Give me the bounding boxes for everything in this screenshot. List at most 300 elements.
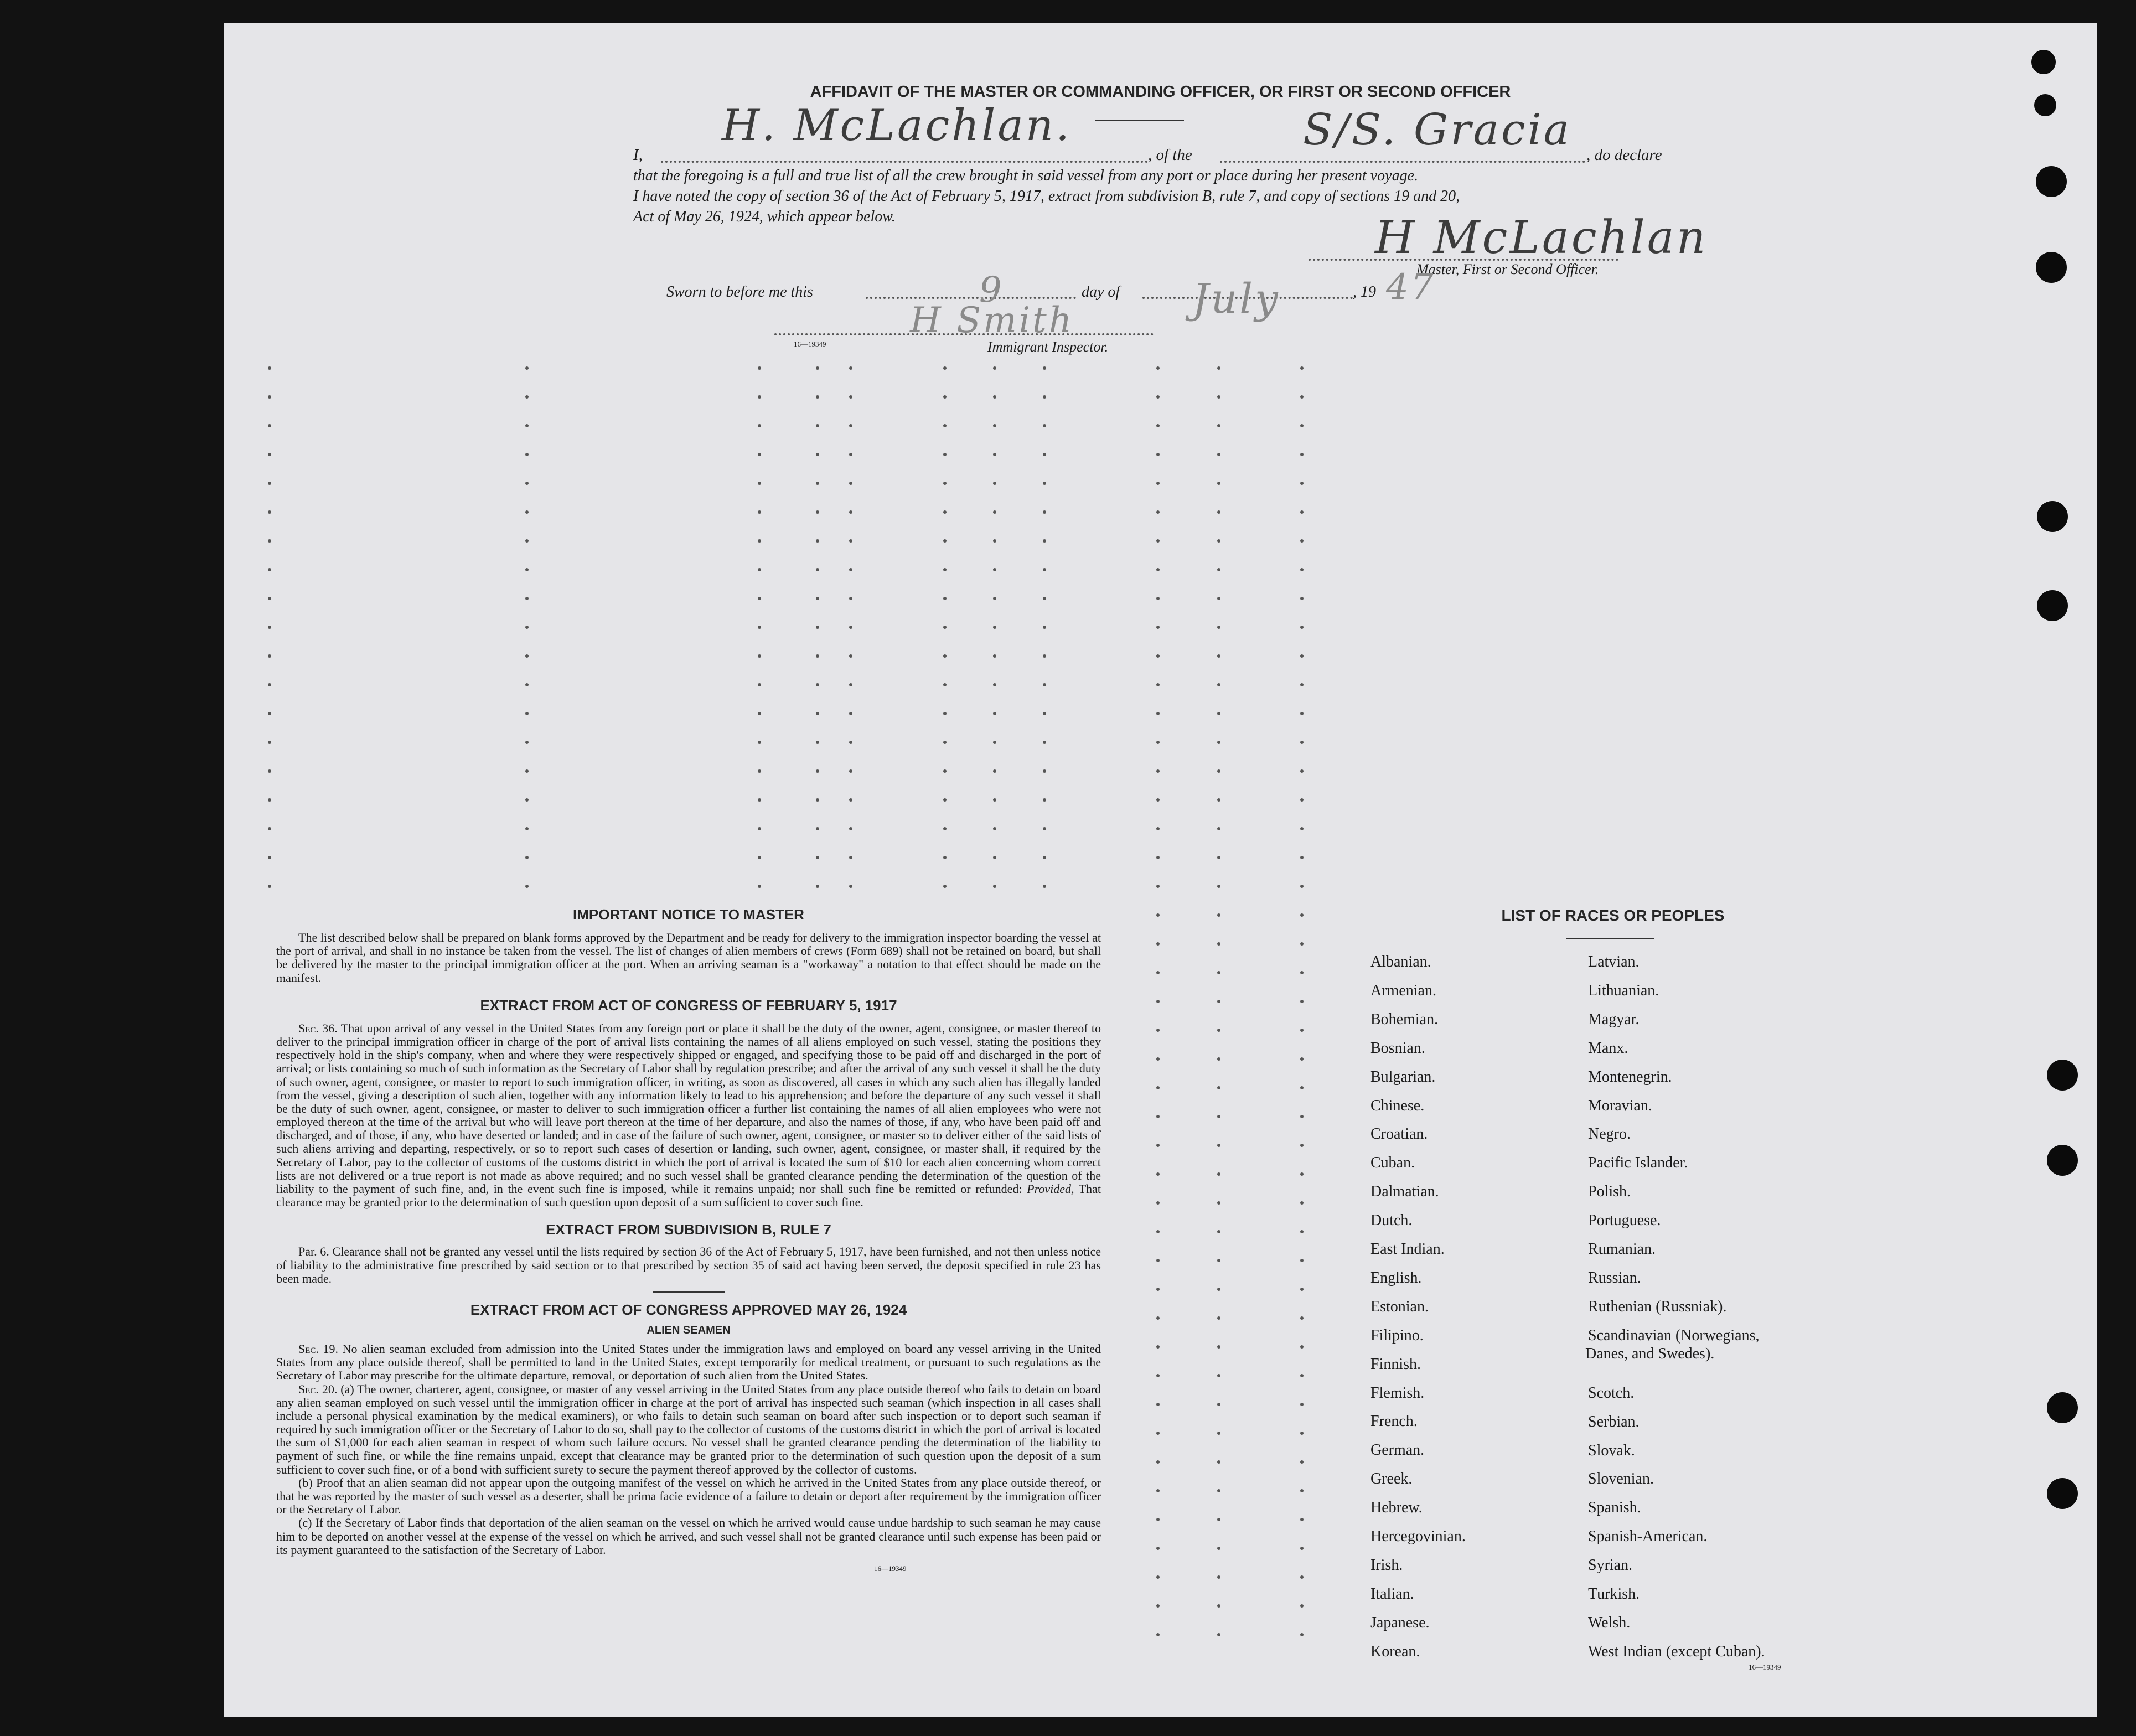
column-marker-dot [943, 626, 947, 629]
race-item: Welsh. [1588, 1614, 1631, 1631]
column-marker-dot [268, 366, 271, 370]
race-item: Cuban. [1370, 1154, 1415, 1172]
column-marker-dot [1217, 1604, 1220, 1608]
column-marker-dot [1300, 568, 1304, 571]
column-marker-dot [268, 798, 271, 802]
column-marker-dot [993, 366, 996, 370]
column-marker-dot [943, 510, 947, 514]
column-marker-dot [1217, 942, 1220, 946]
binder-hole [2037, 590, 2068, 621]
column-marker-dot [816, 827, 819, 830]
race-item: West Indian (except Cuban). [1588, 1642, 1765, 1660]
race-item: Flemish. [1370, 1384, 1425, 1402]
binder-hole [2034, 94, 2056, 116]
column-marker-dot [1300, 539, 1304, 542]
column-marker-dot [525, 482, 529, 485]
column-marker-dot [1217, 1086, 1220, 1089]
column-marker-dot [816, 453, 819, 456]
race-item: Irish. [1370, 1556, 1403, 1574]
column-marker-dot [1300, 1345, 1304, 1348]
race-item: Portuguese. [1588, 1212, 1661, 1229]
column-marker-dot [1156, 453, 1160, 456]
column-marker-dot [816, 885, 819, 888]
column-marker-dot [1156, 1604, 1160, 1608]
column-marker-dot [1300, 1432, 1304, 1435]
column-marker-dot [943, 395, 947, 399]
races-underline [1566, 938, 1654, 939]
year-label: , 19 [1353, 283, 1376, 301]
column-marker-dot [1300, 1633, 1304, 1636]
column-marker-dot [1043, 798, 1046, 802]
column-marker-dot [816, 510, 819, 514]
column-marker-dot [1217, 366, 1220, 370]
column-marker-dot [816, 683, 819, 686]
column-marker-dot [1300, 1144, 1304, 1147]
column-marker-dot [1156, 424, 1160, 427]
column-marker-dot [1300, 453, 1304, 456]
column-marker-dot [1156, 1575, 1160, 1579]
sec-19-text [276, 1342, 1101, 1383]
column-marker-dot [1217, 1000, 1220, 1003]
race-item: Armenian. [1370, 981, 1436, 999]
column-marker-dot [849, 510, 852, 514]
column-marker-dot [1156, 1460, 1160, 1464]
column-marker-dot [943, 798, 947, 802]
race-item: Croatian. [1370, 1125, 1428, 1143]
column-marker-dot [1217, 482, 1220, 485]
column-marker-dot [1300, 1029, 1304, 1032]
column-marker-dot [1156, 1633, 1160, 1636]
column-marker-dot [1300, 1489, 1304, 1492]
column-marker-dot [525, 395, 529, 399]
column-marker-dot [525, 539, 529, 542]
column-marker-dot [1300, 798, 1304, 802]
column-marker-dot [1217, 683, 1220, 686]
extract-1924-paragraphs [276, 1342, 1101, 1557]
column-marker-dot [1043, 424, 1046, 427]
sec-20c-text: (c) If the Secretary of Labor finds that deportation of the alien seaman on the vessel on which he arrived would cause undue hardship to such seaman he may cause him to be deported on another vessel at the expense of the vessel on which he arrived, and such vessel shall not be granted clearance until such expense has been paid or its payment guaranteed to the satisfaction of the Secretary of Labor. [276, 1516, 1101, 1557]
column-marker-dot [525, 827, 529, 830]
column-marker-dot [1156, 1029, 1160, 1032]
column-marker-dot [525, 856, 529, 859]
race-item: Hebrew. [1370, 1499, 1423, 1517]
section-divider [653, 1291, 725, 1293]
column-marker-dot [993, 395, 996, 399]
column-marker-dot [1156, 510, 1160, 514]
race-item: Italian. [1370, 1585, 1414, 1603]
column-marker-dot [1217, 971, 1220, 974]
column-marker-dot [993, 741, 996, 744]
binder-hole [2037, 501, 2068, 532]
column-marker-dot [1217, 510, 1220, 514]
column-marker-dot [758, 654, 761, 658]
column-marker-dot [816, 626, 819, 629]
column-marker-dot [1300, 424, 1304, 427]
inspector-caption: Immigrant Inspector. [987, 339, 1109, 355]
column-marker-dot [1156, 1000, 1160, 1003]
column-marker-dot [993, 885, 996, 888]
column-marker-dot [758, 856, 761, 859]
race-item: Bosnian. [1370, 1039, 1425, 1057]
column-marker-dot [1043, 683, 1046, 686]
binder-hole [2047, 1060, 2078, 1091]
column-marker-dot [1217, 1518, 1220, 1521]
declaration-line-2: that the foregoing is a full and true list of all the crew brought in said vessel from any port or place during her present voyage. [633, 167, 1419, 184]
column-marker-dot [1300, 741, 1304, 744]
column-marker-dot [1217, 626, 1220, 629]
subdivision-b-title: EXTRACT FROM SUBDIVISION B, RULE 7 [546, 1221, 831, 1238]
column-marker-dot [816, 741, 819, 744]
column-marker-dot [525, 798, 529, 802]
column-marker-dot [268, 482, 271, 485]
column-marker-dot [1217, 1489, 1220, 1492]
sec-36-body-end: That clearance may be granted prior to the determination of such question upon deposit of a sum sufficient to cover such fine. [276, 1182, 1101, 1210]
sec-36-label: Sec. 36. [298, 1021, 338, 1035]
race-item: Dalmatian. [1370, 1183, 1439, 1201]
column-marker-dot [849, 885, 852, 888]
column-marker-dot [1156, 395, 1160, 399]
column-marker-dot [993, 683, 996, 686]
column-marker-dot [1217, 568, 1220, 571]
column-marker-dot [816, 366, 819, 370]
column-marker-dot [1156, 1288, 1160, 1291]
column-marker-dot [849, 482, 852, 485]
column-marker-dot [268, 654, 271, 658]
column-marker-dot [1300, 942, 1304, 946]
column-marker-dot [943, 654, 947, 658]
column-marker-dot [268, 424, 271, 427]
manifest-page [224, 23, 2097, 1717]
race-item: Bulgarian. [1370, 1068, 1436, 1086]
binder-hole [2036, 252, 2067, 283]
column-marker-dot [993, 539, 996, 542]
column-marker-dot [1217, 1316, 1220, 1320]
column-marker-dot [943, 769, 947, 773]
column-marker-dot [1156, 1403, 1160, 1406]
column-marker-dot [993, 597, 996, 600]
column-marker-dot [1156, 1201, 1160, 1205]
column-marker-dot [268, 683, 271, 686]
column-marker-dot [816, 856, 819, 859]
races-title: LIST OF RACES OR PEOPLES [1501, 907, 1725, 924]
column-marker-dot [1300, 654, 1304, 658]
column-marker-dot [1156, 482, 1160, 485]
column-marker-dot [268, 827, 271, 830]
vessel-name: S/S. Gracia [1303, 105, 1572, 155]
column-marker-dot [1300, 712, 1304, 715]
column-marker-dot [993, 568, 996, 571]
sec-20a-body: (a) The owner, charterer, agent, consignee, or master of any vessel arriving in the United States from any place outside thereof who fails to detain on board any alien seaman employed on such vessel until the immigration officer in charge at the port of arrival has inspected such seaman (which inspection in all cases shall include a personal physical examination by the medical examiners), or who fails to detain such seaman on board after such inspection or to deport such seaman if required by such immigration officer or the Secretary of Labor to do so, shall pay to the collector of customs of the customs district in which the port of arrival is located the sum of $1,000 for each alien seaman in respect of whom such failure occurs. No vessel shall be granted clearance pending the determination of the liability to payment of such fine, or while the fine remains unpaid, except that clearance may be granted prior to the determination of such question upon the deposit of a sum sufficient to cover such fine, or of a bond with sufficient surety to secure the payment thereof approved by the collector of customs. [276, 1382, 1101, 1476]
column-marker-dot [268, 856, 271, 859]
column-marker-dot [849, 395, 852, 399]
column-marker-dot [1217, 1345, 1220, 1348]
race-item: Moravian. [1588, 1097, 1652, 1114]
column-marker-dot [1043, 453, 1046, 456]
column-marker-dot [816, 395, 819, 399]
column-marker-dot [525, 654, 529, 658]
column-marker-dot [525, 885, 529, 888]
affidavit-title: AFFIDAVIT OF THE MASTER OR COMMANDING OFFICER, OR FIRST OR SECOND OFFICER [810, 83, 1511, 101]
extract-1917-title: EXTRACT FROM ACT OF CONGRESS OF FEBRUARY 5, 1917 [480, 996, 897, 1014]
race-item: Bohemian. [1370, 1010, 1439, 1028]
column-marker-dot [943, 885, 947, 888]
column-marker-dot [758, 510, 761, 514]
column-marker-dot [1156, 366, 1160, 370]
column-marker-dot [758, 482, 761, 485]
race-item: Rumanian. [1588, 1241, 1656, 1258]
declaration-prefix: I, [633, 146, 643, 164]
column-marker-dot [1156, 971, 1160, 974]
race-item: Greek. [1370, 1470, 1413, 1488]
column-marker-dot [1217, 1575, 1220, 1579]
column-marker-dot [849, 741, 852, 744]
column-marker-dot [758, 712, 761, 715]
race-item: Serbian. [1588, 1413, 1640, 1430]
sworn-day: 9 [979, 270, 1004, 311]
column-marker-dot [1043, 539, 1046, 542]
column-marker-dot [1156, 741, 1160, 744]
column-marker-dot [849, 769, 852, 773]
provided-word: Provided, [1027, 1182, 1074, 1196]
column-marker-dot [1217, 1201, 1220, 1205]
master-caption: Master, First or Second Officer. [1416, 261, 1599, 277]
column-marker-dot [1217, 1403, 1220, 1406]
column-marker-dot [816, 769, 819, 773]
column-marker-dot [1156, 568, 1160, 571]
column-marker-dot [1043, 741, 1046, 744]
column-marker-dot [1156, 1172, 1160, 1176]
race-item: Estonian. [1370, 1298, 1429, 1315]
column-marker-dot [1156, 1259, 1160, 1262]
race-item: Latvian. [1588, 953, 1640, 970]
column-marker-dot [1156, 769, 1160, 773]
race-item: Russian. [1588, 1269, 1641, 1286]
column-marker-dot [1043, 510, 1046, 514]
column-marker-dot [849, 654, 852, 658]
column-marker-dot [1043, 856, 1046, 859]
race-item: Chinese. [1370, 1097, 1425, 1114]
column-marker-dot [1156, 1086, 1160, 1089]
race-item: Spanish-American. [1588, 1528, 1708, 1546]
column-marker-dot [758, 366, 761, 370]
alien-seamen-subtitle: ALIEN SEAMEN [647, 1324, 731, 1336]
column-marker-dot [1156, 885, 1160, 888]
declaration-line-4: Act of May 26, 1924, which appear below. [633, 208, 896, 225]
column-marker-dot [1217, 827, 1220, 830]
column-marker-dot [1300, 1288, 1304, 1291]
column-marker-dot [1043, 885, 1046, 888]
races-form-number: 16—19349 [1749, 1663, 1781, 1671]
column-marker-dot [1217, 453, 1220, 456]
vessel-line [1220, 161, 1585, 163]
column-marker-dot [993, 626, 996, 629]
column-marker-dot [849, 366, 852, 370]
column-marker-dot [1043, 827, 1046, 830]
race-item: Finnish. [1370, 1355, 1421, 1373]
column-marker-dot [1300, 1086, 1304, 1089]
extract-form-number: 16—19349 [874, 1564, 907, 1573]
column-marker-dot [1156, 1316, 1160, 1320]
column-marker-dot [1217, 1029, 1220, 1032]
column-marker-dot [1300, 1403, 1304, 1406]
race-item: Albanian. [1370, 953, 1431, 970]
column-marker-dot [1156, 539, 1160, 542]
declaration-line-3: I have noted the copy of section 36 of the Act of February 5, 1917, extract from subdivision B, rule 7, and copy of sections 19 and 20, [633, 188, 1460, 205]
column-marker-dot [268, 597, 271, 600]
race-item: Hercegovinian. [1370, 1528, 1466, 1545]
column-marker-dot [849, 597, 852, 600]
column-marker-dot [993, 769, 996, 773]
column-marker-dot [1300, 366, 1304, 370]
column-marker-dot [1156, 1345, 1160, 1348]
column-marker-dot [1217, 1432, 1220, 1435]
sec-19-body: No alien seaman excluded from admission into the United States under the immigration laws and employed on board any vessel arriving in the United States from any place outside thereof, shall be permitted to land in the United States, except temporarily for medical treatment, or pursuant to such regulations as the Secretary of Labor may prescribe for the ultimate departure, removal, or deportation of such alien from the United States. [276, 1341, 1101, 1383]
column-marker-dot [758, 568, 761, 571]
column-marker-dot [943, 539, 947, 542]
column-marker-dot [1300, 1547, 1304, 1550]
column-marker-dot [1300, 1259, 1304, 1262]
column-marker-dot [1300, 1115, 1304, 1118]
column-marker-dot [268, 395, 271, 399]
sec-19-label: Sec. 19. [298, 1341, 338, 1356]
par-6-text: Par. 6. Clearance shall not be granted any vessel until the lists required by section 36 of the Act of February 5, 1917, have been furnished, and not then unless notice of liability to the administrative fine prescribed by said section or to that prescribed by section 35 of said act having been served, the deposit specified in rule 23 has been made. [276, 1244, 1101, 1285]
column-marker-dot [1300, 626, 1304, 629]
column-marker-dot [1156, 1057, 1160, 1061]
race-item: East Indian. [1370, 1241, 1445, 1258]
column-marker-dot [268, 510, 271, 514]
column-marker-dot [1156, 683, 1160, 686]
column-marker-dot [1217, 1374, 1220, 1377]
column-marker-dot [993, 798, 996, 802]
notice-paragraph [276, 931, 1101, 985]
column-marker-dot [1156, 827, 1160, 830]
column-marker-dot [849, 856, 852, 859]
column-marker-dot [525, 366, 529, 370]
declarant-line [661, 161, 1148, 163]
race-item: Turkish. [1588, 1585, 1640, 1603]
column-marker-dot [525, 712, 529, 715]
sworn-label: Sworn to before me this [666, 283, 813, 301]
notice-body: The list described below shall be prepared on blank forms approved by the Department and be ready for delivery to the immigration inspector boarding the vessel at the port of arrival, and shall in no instance be taken from the vessel. The list of changes of alien members of crews (Form 689) shall not be retained on board, but shall be delivered by the master to the principal immigration officer at the port. When an arriving seaman is a "workaway" a notation to that effect should be made on the manifest. [276, 931, 1101, 985]
sec-20a-text [276, 1383, 1101, 1476]
column-marker-dot [1300, 482, 1304, 485]
race-item: French. [1370, 1413, 1418, 1430]
column-marker-dot [1156, 1144, 1160, 1147]
race-item: Dutch. [1370, 1212, 1413, 1229]
column-marker-dot [1300, 395, 1304, 399]
column-marker-dot [816, 597, 819, 600]
day-of-label: day of [1082, 283, 1120, 301]
column-marker-dot [1300, 971, 1304, 974]
column-marker-dot [758, 424, 761, 427]
column-marker-dot [943, 683, 947, 686]
column-marker-dot [758, 741, 761, 744]
column-marker-dot [849, 453, 852, 456]
race-item: Pacific Islander. [1588, 1154, 1688, 1172]
declarant-signature: H. McLachlan. [722, 101, 1072, 151]
column-marker-dot [943, 424, 947, 427]
column-marker-dot [1217, 1115, 1220, 1118]
column-marker-dot [525, 510, 529, 514]
column-marker-dot [268, 453, 271, 456]
column-marker-dot [1156, 798, 1160, 802]
column-marker-dot [1217, 654, 1220, 658]
column-marker-dot [1300, 597, 1304, 600]
column-marker-dot [1043, 568, 1046, 571]
column-marker-dot [849, 827, 852, 830]
column-marker-dot [1300, 827, 1304, 830]
column-marker-dot [993, 424, 996, 427]
column-marker-dot [1043, 395, 1046, 399]
column-marker-dot [1217, 597, 1220, 600]
column-marker-dot [268, 539, 271, 542]
binder-hole [2036, 166, 2067, 197]
column-marker-dot [1156, 1518, 1160, 1521]
column-marker-dot [1300, 1604, 1304, 1608]
column-marker-dot [943, 453, 947, 456]
subdivision-b-paragraph [276, 1245, 1101, 1285]
race-item: Ruthenian (Russniak). [1588, 1298, 1727, 1315]
column-marker-dot [993, 654, 996, 658]
sec-20-label: Sec. 20. [298, 1382, 338, 1396]
notice-section [276, 906, 1101, 1573]
title-underline [1095, 120, 1184, 121]
column-marker-dot [1300, 1201, 1304, 1205]
column-marker-dot [816, 424, 819, 427]
race-item: Korean. [1370, 1642, 1420, 1660]
sworn-year: 47 [1386, 267, 1436, 308]
race-item: English. [1370, 1269, 1422, 1286]
column-marker-dot [1217, 424, 1220, 427]
column-marker-dot [1300, 885, 1304, 888]
column-marker-dot [1217, 712, 1220, 715]
column-marker-dot [1217, 1230, 1220, 1233]
column-marker-dot [1156, 1547, 1160, 1550]
race-item: German. [1370, 1442, 1425, 1459]
race-item: Magyar. [1588, 1010, 1640, 1028]
column-marker-dot [993, 510, 996, 514]
race-item: Scotch. [1588, 1384, 1635, 1402]
sworn-month: July [1192, 275, 1280, 323]
column-marker-dot [816, 654, 819, 658]
extract-1917-paragraph [276, 1022, 1101, 1210]
column-marker-dot [1156, 1432, 1160, 1435]
column-marker-dot [1043, 654, 1046, 658]
column-marker-dot [943, 712, 947, 715]
column-marker-dot [525, 424, 529, 427]
column-marker-dot [816, 482, 819, 485]
column-marker-dot [758, 597, 761, 600]
column-marker-dot [943, 741, 947, 744]
column-marker-dot [268, 741, 271, 744]
column-marker-dot [1217, 1259, 1220, 1262]
column-marker-dot [525, 683, 529, 686]
column-marker-dot [268, 885, 271, 888]
column-marker-dot [525, 626, 529, 629]
column-marker-dot [1217, 856, 1220, 859]
column-marker-dot [1300, 510, 1304, 514]
column-marker-dot [1156, 1489, 1160, 1492]
column-marker-dot [849, 798, 852, 802]
column-marker-dot [943, 568, 947, 571]
column-marker-dot [1300, 1057, 1304, 1061]
column-marker-dot [1300, 1374, 1304, 1377]
column-marker-dot [1043, 626, 1046, 629]
column-marker-dot [1300, 1518, 1304, 1521]
column-marker-dot [849, 539, 852, 542]
column-marker-dot [1300, 683, 1304, 686]
column-marker-dot [1156, 856, 1160, 859]
